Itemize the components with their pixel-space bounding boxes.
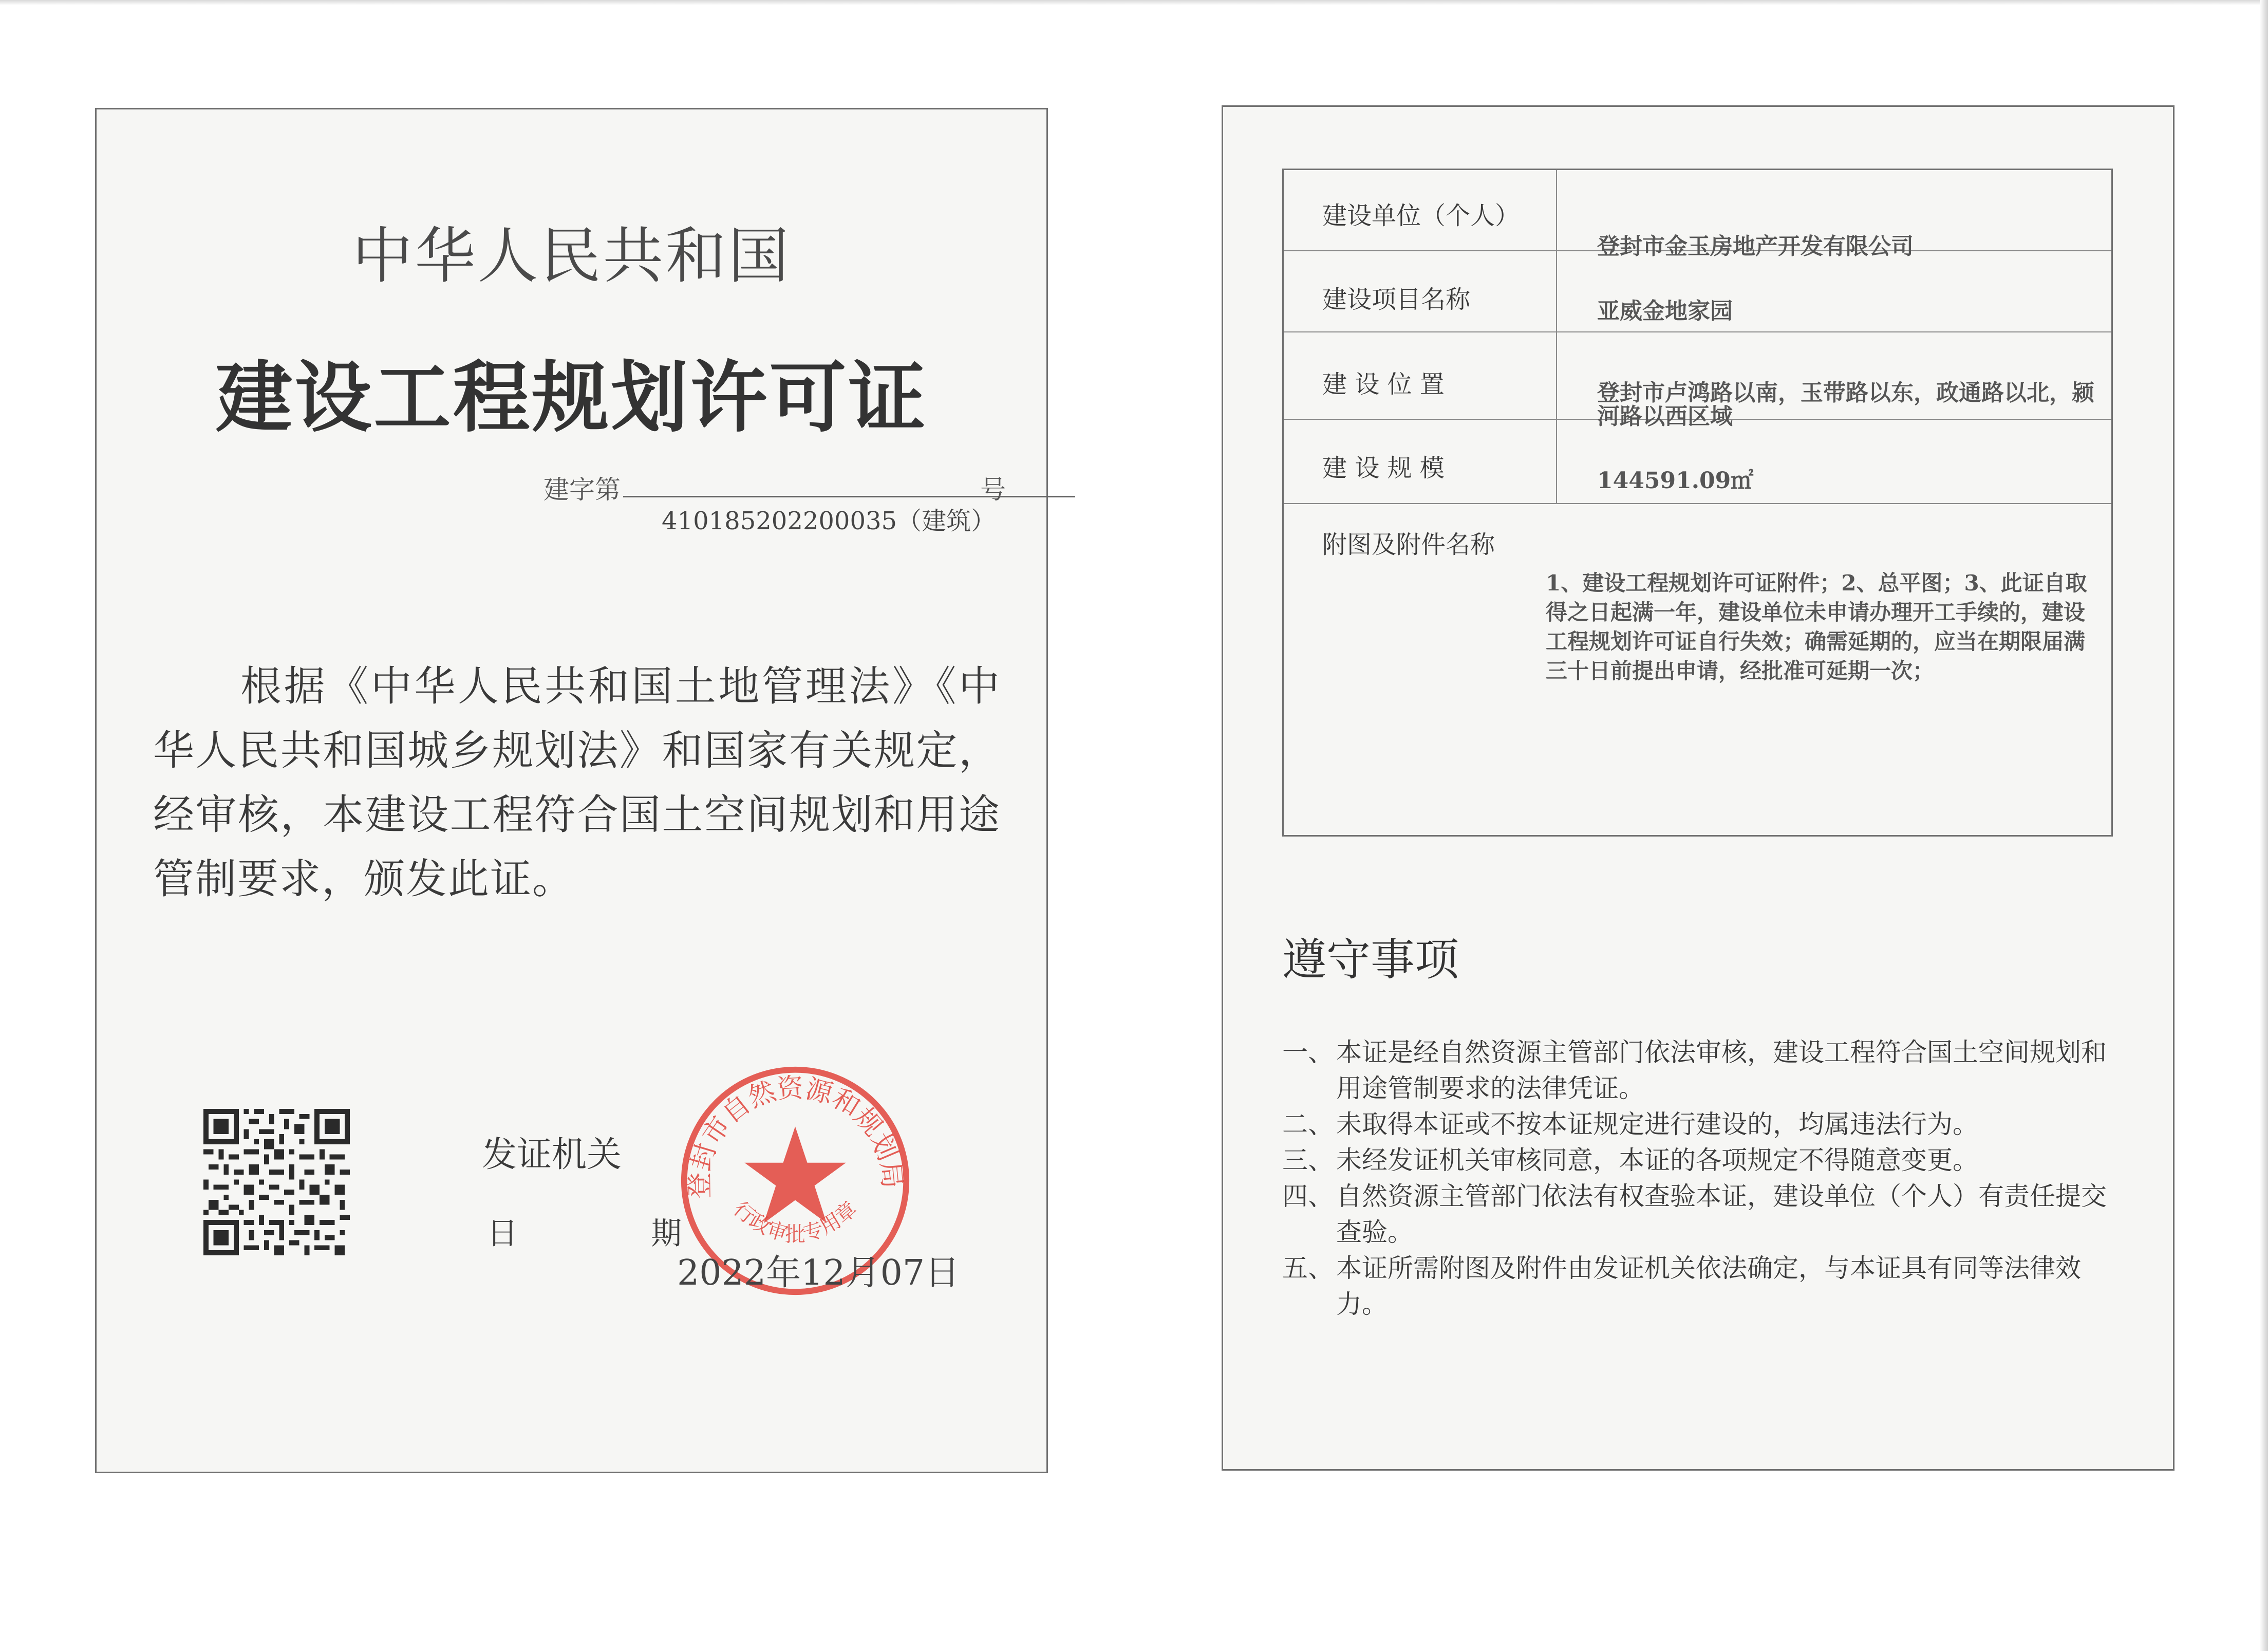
rule-item bbox=[1282, 1034, 2125, 1106]
rules-list bbox=[1282, 1034, 2125, 1322]
rule-item bbox=[1282, 1142, 2125, 1178]
row-label: 建设项目名称 bbox=[1322, 285, 1471, 314]
rule-text: 本证所需附图及附件由发证机关依法确定，与本证具有同等法律效力。 bbox=[1336, 1253, 2081, 1319]
rule-text: 本证是经自然资源主管部门依法审核，建设工程符合国土空间规划和用途管制要求的法律凭证。 bbox=[1336, 1037, 2107, 1103]
row-label: 建 设 规 模 bbox=[1322, 454, 1445, 483]
attachments-text: 1、建设工程规划许可证附件；2、总平图；3、此证自取得之日起满一年，建设单位未申请办理开工手续的，建设工程规划许可证自行失效；确需延期的，应当在期限届满三十日前提出申请，经批准可延期一次； bbox=[1546, 570, 2087, 683]
country-name: 中华人民共和国 bbox=[352, 220, 791, 291]
certificate-cover-page bbox=[95, 108, 1048, 1473]
table-row-location bbox=[1284, 332, 2111, 430]
table-row-construction-unit bbox=[1284, 170, 2111, 259]
certificate-number: 410185202200035（建筑） bbox=[662, 507, 996, 535]
scan-edge-top bbox=[0, 0, 2268, 5]
rule-text: 未经发证机关审核同意，本证的各项规定不得随意变更。 bbox=[1336, 1145, 1978, 1175]
row-value: 登封市金玉房地产开发有限公司 bbox=[1597, 233, 1914, 259]
svg-text:行政审批专用章: 行政审批专用章 bbox=[728, 1197, 862, 1247]
rule-item bbox=[1282, 1178, 2125, 1250]
date-label: 日 期 bbox=[487, 1216, 744, 1252]
qr-code-icon bbox=[203, 1109, 350, 1255]
rule-item bbox=[1282, 1106, 2125, 1142]
row-value: 亚威金地家园 bbox=[1597, 298, 1733, 324]
certificate-body-text: 根据《中华人民共和国土地管理法》《中华人民共和国城乡规划法》和国家有关规定，经审核，本建设工程符合国土空间规划和用途管制要求，颁发此证。 bbox=[153, 662, 1001, 903]
issuing-authority-label: 发证机关 bbox=[482, 1135, 622, 1175]
rule-number: 一、 bbox=[1282, 1037, 1334, 1067]
table-row-project-name bbox=[1284, 251, 2111, 332]
certificate-title: 建设工程规划许可证 bbox=[215, 354, 928, 443]
rule-number: 三、 bbox=[1282, 1145, 1334, 1175]
certificate-details-page bbox=[1222, 105, 2175, 1471]
rule-number: 五、 bbox=[1282, 1253, 1334, 1283]
certificate-number-underline bbox=[623, 496, 1075, 497]
rule-number: 二、 bbox=[1282, 1109, 1334, 1139]
project-info-table bbox=[1282, 169, 2113, 837]
row-value: 144591.09㎡ bbox=[1597, 468, 1754, 494]
row-value: 登封市卢鸿路以南，玉带路以东，政通路以北，颍河路以西区域 bbox=[1597, 380, 2094, 430]
rule-text: 自然资源主管部门依法有权查验本证，建设单位（个人）有责任提交查验。 bbox=[1336, 1181, 2107, 1247]
attachments-label: 附图及附件名称 bbox=[1322, 530, 1495, 559]
svg-text:登封市自然资源和规划局: 登封市自然资源和规划局 bbox=[684, 1072, 908, 1199]
rule-item bbox=[1282, 1250, 2125, 1322]
rule-text: 未取得本证或不按本证规定进行建设的，均属违法行为。 bbox=[1336, 1109, 1978, 1139]
row-label: 建 设 位 置 bbox=[1322, 370, 1445, 399]
row-label: 建设单位（个人） bbox=[1322, 201, 1520, 230]
rules-title: 遵守事项 bbox=[1282, 934, 1459, 986]
certificate-number-suffix: 号 bbox=[980, 475, 1006, 505]
scan-edge-right bbox=[2260, 0, 2268, 1651]
table-row-scale bbox=[1284, 420, 2111, 504]
issue-date: 2022年12月07日 bbox=[677, 1253, 960, 1293]
certificate-number-prefix: 建字第 bbox=[543, 475, 621, 505]
rule-number: 四、 bbox=[1282, 1181, 1334, 1211]
